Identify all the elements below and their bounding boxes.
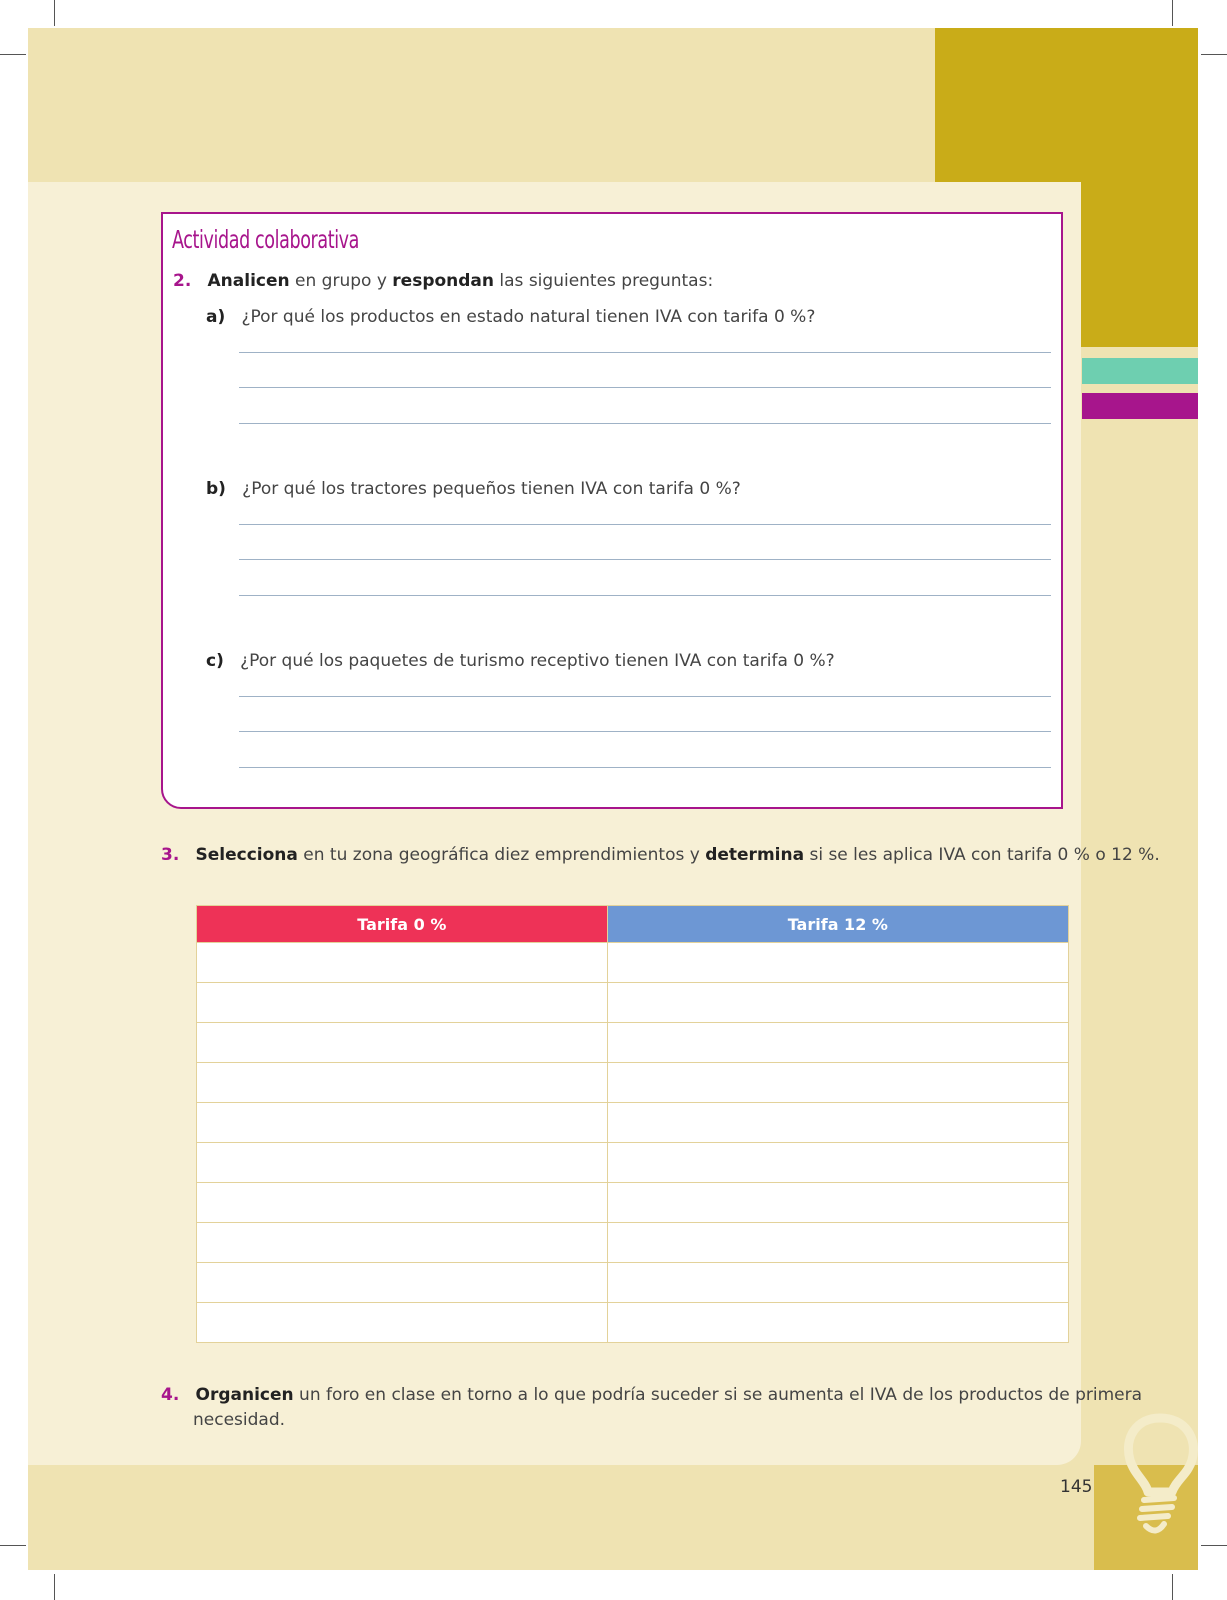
crop-mark: [0, 1545, 26, 1546]
crop-mark: [1172, 0, 1173, 26]
table-row: [197, 1143, 1069, 1183]
table-cell[interactable]: [607, 943, 1068, 983]
answer-line[interactable]: [239, 387, 1051, 388]
table-cell[interactable]: [607, 1183, 1068, 1223]
crop-mark: [1172, 1574, 1173, 1600]
question-text: las siguientes preguntas:: [494, 271, 714, 291]
question-text: un foro en clase en torno a lo que podría suceder si se aumenta el IVA de los productos de primera: [293, 1385, 1143, 1405]
answer-line[interactable]: [239, 524, 1051, 525]
table-cell[interactable]: [607, 1103, 1068, 1143]
crop-mark: [1201, 54, 1227, 55]
crop-mark: [0, 54, 26, 55]
question-text: si se les aplica IVA con tarifa 0 % o 12 %.: [804, 845, 1160, 865]
table-row: [197, 1023, 1069, 1063]
table-cell[interactable]: [607, 1023, 1068, 1063]
question-number: 3.: [161, 845, 180, 865]
activity-title: Actividad colaborativa: [172, 225, 360, 254]
verb-respondan: respondan: [392, 271, 495, 291]
verb-selecciona: Selecciona: [195, 845, 298, 865]
question-text: en tu zona geográfica diez emprendimientos y: [297, 845, 706, 865]
lightbulb-icon: [1100, 1408, 1200, 1538]
tariff-table: [196, 905, 1069, 1343]
question-item-b: [206, 479, 741, 499]
decorative-teal-tab: [1082, 358, 1198, 384]
answer-line[interactable]: [239, 696, 1051, 697]
decorative-magenta-tab: [1082, 393, 1198, 419]
answer-line[interactable]: [239, 595, 1051, 596]
question-item-c: [206, 651, 835, 671]
question-3: [161, 845, 1160, 865]
table-cell[interactable]: [197, 1263, 608, 1303]
answer-line[interactable]: [239, 559, 1051, 560]
question-text: en grupo y: [289, 271, 393, 291]
question-number: 4.: [161, 1385, 180, 1405]
header-tarifa-12: Tarifa 12 %: [607, 906, 1068, 943]
table-header-row: [197, 906, 1069, 943]
table-row: [197, 1263, 1069, 1303]
item-label: c): [206, 651, 224, 671]
header-tarifa-0: Tarifa 0 %: [197, 906, 608, 943]
table-row: [197, 1223, 1069, 1263]
table-row: [197, 1103, 1069, 1143]
table-cell[interactable]: [197, 983, 608, 1023]
table-cell[interactable]: [607, 983, 1068, 1023]
page-number: 145: [1060, 1477, 1093, 1497]
crop-mark: [54, 0, 55, 26]
answer-line[interactable]: [239, 767, 1051, 768]
item-text: ¿Por qué los tractores pequeños tienen IVA con tarifa 0 %?: [242, 479, 741, 499]
table-cell[interactable]: [197, 1103, 608, 1143]
table-cell[interactable]: [197, 1183, 608, 1223]
table-cell[interactable]: [607, 1223, 1068, 1263]
table-row: [197, 1303, 1069, 1343]
question-item-a: [206, 307, 815, 327]
verb-analicen: Analicen: [207, 271, 290, 291]
activity-box: [161, 212, 1063, 809]
answer-line[interactable]: [239, 423, 1051, 424]
question-2: [173, 271, 713, 291]
answer-line[interactable]: [239, 352, 1051, 353]
verb-organicen: Organicen: [195, 1385, 294, 1405]
table-cell[interactable]: [197, 943, 608, 983]
table-row: [197, 1183, 1069, 1223]
table-cell[interactable]: [197, 1223, 608, 1263]
question-4: [161, 1385, 1142, 1405]
table-cell[interactable]: [197, 1023, 608, 1063]
item-label: a): [206, 307, 226, 327]
table-cell[interactable]: [607, 1143, 1068, 1183]
table-cell[interactable]: [607, 1303, 1068, 1343]
table-cell[interactable]: [197, 1063, 608, 1103]
answer-line[interactable]: [239, 731, 1051, 732]
item-text: ¿Por qué los paquetes de turismo receptivo tienen IVA con tarifa 0 %?: [240, 651, 835, 671]
table-row: [197, 983, 1069, 1023]
verb-determina: determina: [705, 845, 805, 865]
table-row: [197, 1063, 1069, 1103]
table-cell[interactable]: [197, 1143, 608, 1183]
table-cell[interactable]: [607, 1063, 1068, 1103]
table-row: [197, 943, 1069, 983]
item-label: b): [206, 479, 226, 499]
crop-mark: [54, 1574, 55, 1600]
table-cell[interactable]: [197, 1303, 608, 1343]
crop-mark: [1201, 1545, 1227, 1546]
question-number: 2.: [173, 271, 192, 291]
question-4-continued: necesidad.: [193, 1410, 286, 1430]
item-text: ¿Por qué los productos en estado natural tienen IVA con tarifa 0 %?: [241, 307, 816, 327]
table-cell[interactable]: [607, 1263, 1068, 1303]
